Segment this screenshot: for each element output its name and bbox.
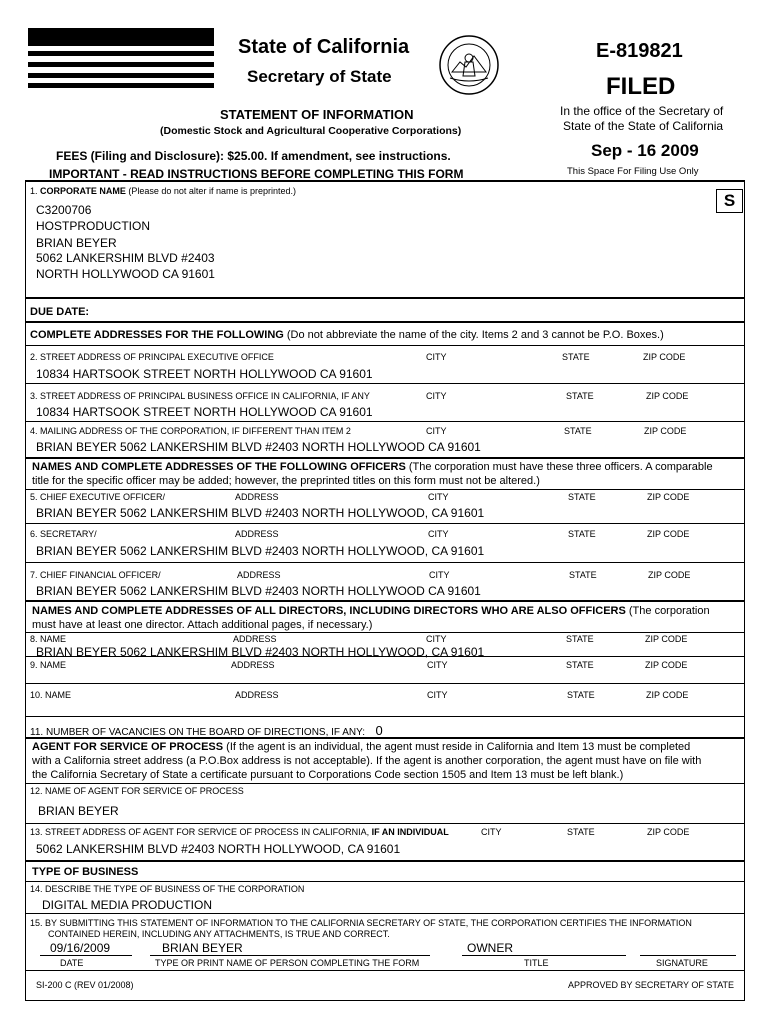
item13-label-bold: IF AN INDIVIDUAL: [371, 827, 449, 837]
item7-city-header: CITY: [429, 570, 450, 580]
item7-value: BRIAN BEYER 5062 LANKERSHIM BLVD #2403 NORTH HOLLYWOOD CA 91601: [36, 584, 481, 598]
item5-zip-header: ZIP CODE: [647, 492, 690, 502]
item13-label: [30, 827, 449, 837]
item6-zip-header: ZIP CODE: [647, 529, 690, 539]
item10-city-header: CITY: [427, 690, 448, 700]
item8-city-header: CITY: [426, 634, 447, 644]
item8-address-header: ADDRESS: [233, 634, 277, 644]
item6-state-header: STATE: [568, 529, 596, 539]
item13-label-text: 13. STREET ADDRESS OF AGENT FOR SERVICE OF PROCESS IN CALIFORNIA,: [30, 827, 370, 837]
filing-use-only: This Space For Filing Use Only: [567, 166, 699, 177]
agent-heading-rest: (If the agent is an individual, the agent must reside in California and Item 13 must be completed: [226, 741, 691, 753]
signed-date-value: 09/16/2009: [50, 941, 111, 955]
agent-heading-bold: AGENT FOR SERVICE OF PROCESS: [32, 741, 224, 753]
item1-label: [30, 186, 296, 196]
item6-city-header: CITY: [428, 529, 449, 539]
officers-heading-line2: title for the specific officer may be added; however, the preprinted titles on this form must not be altered.): [32, 475, 540, 487]
item7-label: 7. CHIEF FINANCIAL OFFICER/: [30, 570, 161, 580]
item14-value: DIGITAL MEDIA PRODUCTION: [42, 898, 213, 912]
item6-label: 6. SECRETARY/: [30, 529, 97, 539]
item4-value: BRIAN BEYER 5062 LANKERSHIM BLVD #2403 NORTH HOLLYWOOD CA 91601: [36, 440, 481, 454]
directors-heading: [32, 605, 710, 617]
item2-city-header: CITY: [426, 352, 447, 362]
item3-value: 10834 HARTSOOK STREET NORTH HOLLYWOOD CA 91601: [36, 405, 373, 419]
item13-value: 5062 LANKERSHIM BLVD #2403 NORTH HOLLYWOOD, CA 91601: [36, 842, 401, 856]
certify-line1: 15. BY SUBMITTING THIS STATEMENT OF INFORMATION TO THE CALIFORNIA SECRETARY OF STATE, THE CORPORATION CERTIFIES THE INFORMATION: [30, 918, 692, 928]
item2-zip-header: ZIP CODE: [643, 352, 686, 362]
item3-zip-header: ZIP CODE: [646, 391, 689, 401]
item5-label: 5. CHIEF EXECUTIVE OFFICER/: [30, 492, 166, 502]
item1-rest: (Please do not alter if name is preprinted.): [128, 186, 296, 196]
filing-office-line1: In the office of the Secretary of: [560, 104, 724, 118]
document-subtitle: (Domestic Stock and Agricultural Cooperative Corporations): [160, 125, 462, 137]
item4-city-header: CITY: [426, 426, 447, 436]
approved-by: APPROVED BY SECRETARY OF STATE: [568, 980, 735, 990]
date-caption: DATE: [60, 958, 84, 968]
item2-value: 10834 HARTSOOK STREET NORTH HOLLYWOOD CA 91601: [36, 367, 373, 381]
item3-state-header: STATE: [566, 391, 594, 401]
item8-value: BRIAN BEYER 5062 LANKERSHIM BLVD #2403 NORTH HOLLYWOOD, CA 91601: [36, 645, 485, 659]
item4-zip-header: ZIP CODE: [644, 426, 687, 436]
corp-name-line-2: HOSTPRODUCTION: [36, 219, 150, 233]
business-heading: TYPE OF BUSINESS: [32, 866, 139, 878]
directors-heading-line2: must have at least one director. Attach additional pages, if necessary.): [32, 619, 373, 631]
item12-value: BRIAN BEYER: [38, 804, 119, 818]
item4-state-header: STATE: [564, 426, 592, 436]
corp-name-line-1: C3200706: [36, 203, 92, 217]
item9-state-header: STATE: [566, 660, 594, 670]
filing-office-line2: State of the State of California: [563, 119, 724, 133]
item10-address-header: ADDRESS: [235, 690, 279, 700]
filing-number: E-819821: [596, 40, 683, 62]
item13-zip-header: ZIP CODE: [647, 827, 690, 837]
due-date-label: DUE DATE:: [30, 306, 90, 318]
agent-heading-line3: the California Secretary of State a certificate pursuant to Corporations Code section 1505 and Item 13 must be left blank.): [32, 769, 624, 781]
item10-label: 10. NAME: [30, 690, 72, 700]
item8-state-header: STATE: [566, 634, 594, 644]
important-line: IMPORTANT - READ INSTRUCTIONS BEFORE COMPLETING THIS FORM: [49, 167, 464, 181]
item10-state-header: STATE: [567, 690, 595, 700]
item13-state-header: STATE: [567, 827, 595, 837]
item10-zip-header: ZIP CODE: [646, 690, 689, 700]
item11-label: 11. NUMBER OF VACANCIES ON THE BOARD OF DIRECTIONS, IF ANY:: [30, 727, 366, 738]
filed-status: FILED: [606, 73, 676, 100]
item11-value: 0: [375, 723, 383, 738]
signer-title-value: OWNER: [467, 941, 513, 955]
item9-address-header: ADDRESS: [231, 660, 275, 670]
item9-zip-header: ZIP CODE: [645, 660, 688, 670]
item9-label: 9. NAME: [30, 660, 67, 670]
agent-heading: [32, 741, 690, 753]
corp-name-line-4: 5062 LANKERSHIM BLVD #2403: [36, 251, 215, 265]
state-title: State of California: [238, 36, 410, 58]
fees-line: FEES (Filing and Disclosure): $25.00. If amendment, see instructions.: [56, 149, 451, 163]
item7-address-header: ADDRESS: [237, 570, 281, 580]
certify-line2: CONTAINED HEREIN, INCLUDING ANY ATTACHMENTS, IS TRUE AND CORRECT.: [48, 929, 390, 939]
item2-label: 2. STREET ADDRESS OF PRINCIPAL EXECUTIVE OFFICE: [30, 352, 274, 362]
addresses-heading: [30, 329, 664, 341]
item14-label: 14. DESCRIBE THE TYPE OF BUSINESS OF THE CORPORATION: [30, 884, 305, 894]
form-id: SI-200 C (REV 01/2008): [36, 980, 134, 990]
officers-heading: [32, 461, 713, 473]
state-seal-icon: [438, 34, 500, 96]
addresses-heading-bold: COMPLETE ADDRESSES FOR THE FOLLOWING: [30, 329, 284, 341]
directors-heading-bold: NAMES AND COMPLETE ADDRESSES OF ALL DIRECTORS, INCLUDING DIRECTORS WHO ARE ALSO OFFICERS: [32, 605, 626, 617]
officers-heading-rest: (The corporation must have these three officers. A comparable: [408, 461, 713, 473]
item13-city-header: CITY: [481, 827, 502, 837]
officers-heading-bold: NAMES AND COMPLETE ADDRESSES OF THE FOLLOWING OFFICERS: [32, 461, 406, 473]
item8-label: 8. NAME: [30, 634, 67, 644]
item6-value: BRIAN BEYER 5062 LANKERSHIM BLVD #2403 NORTH HOLLYWOOD, CA 91601: [36, 544, 485, 558]
item1-num: 1.: [30, 186, 38, 196]
title-caption: TITLE: [524, 958, 549, 968]
signer-name-value: BRIAN BEYER: [162, 941, 243, 955]
filing-date: Sep - 16 2009: [591, 141, 699, 160]
item3-city-header: CITY: [426, 391, 447, 401]
item6-address-header: ADDRESS: [235, 529, 279, 539]
item5-address-header: ADDRESS: [235, 492, 279, 502]
name-caption: TYPE OR PRINT NAME OF PERSON COMPLETING THE FORM: [155, 958, 420, 968]
corp-name-line-5: NORTH HOLLYWOOD CA 91601: [36, 267, 215, 281]
office-title: Secretary of State: [247, 67, 392, 86]
item2-state-header: STATE: [562, 352, 590, 362]
item8-zip-header: ZIP CODE: [645, 634, 688, 644]
item7-zip-header: ZIP CODE: [648, 570, 691, 580]
corp-name-line-3: BRIAN BEYER: [36, 236, 117, 250]
directors-heading-rest: (The corporation: [628, 605, 710, 617]
item4-label: 4. MAILING ADDRESS OF THE CORPORATION, IF DIFFERENT THAN ITEM 2: [30, 426, 351, 436]
item5-state-header: STATE: [568, 492, 596, 502]
s-box: S: [716, 189, 743, 213]
item12-label: 12. NAME OF AGENT FOR SERVICE OF PROCESS: [30, 786, 244, 796]
item3-label: 3. STREET ADDRESS OF PRINCIPAL BUSINESS OFFICE IN CALIFORNIA, IF ANY: [30, 391, 370, 401]
item5-value: BRIAN BEYER 5062 LANKERSHIM BLVD #2403 NORTH HOLLYWOOD, CA 91601: [36, 506, 485, 520]
agent-heading-line2: with a California street address (a P.O.Box address is not acceptable). If the agent is another corporation, the agent must have on file with: [32, 755, 702, 767]
document-title: STATEMENT OF INFORMATION: [220, 107, 414, 122]
item1-bold: CORPORATE NAME: [40, 186, 126, 196]
item9-city-header: CITY: [427, 660, 448, 670]
item5-city-header: CITY: [428, 492, 449, 502]
signature-caption: SIGNATURE: [656, 958, 708, 968]
item7-state-header: STATE: [569, 570, 597, 580]
addresses-heading-rest: (Do not abbreviate the name of the city. Items 2 and 3 cannot be P.O. Boxes.): [286, 329, 664, 341]
